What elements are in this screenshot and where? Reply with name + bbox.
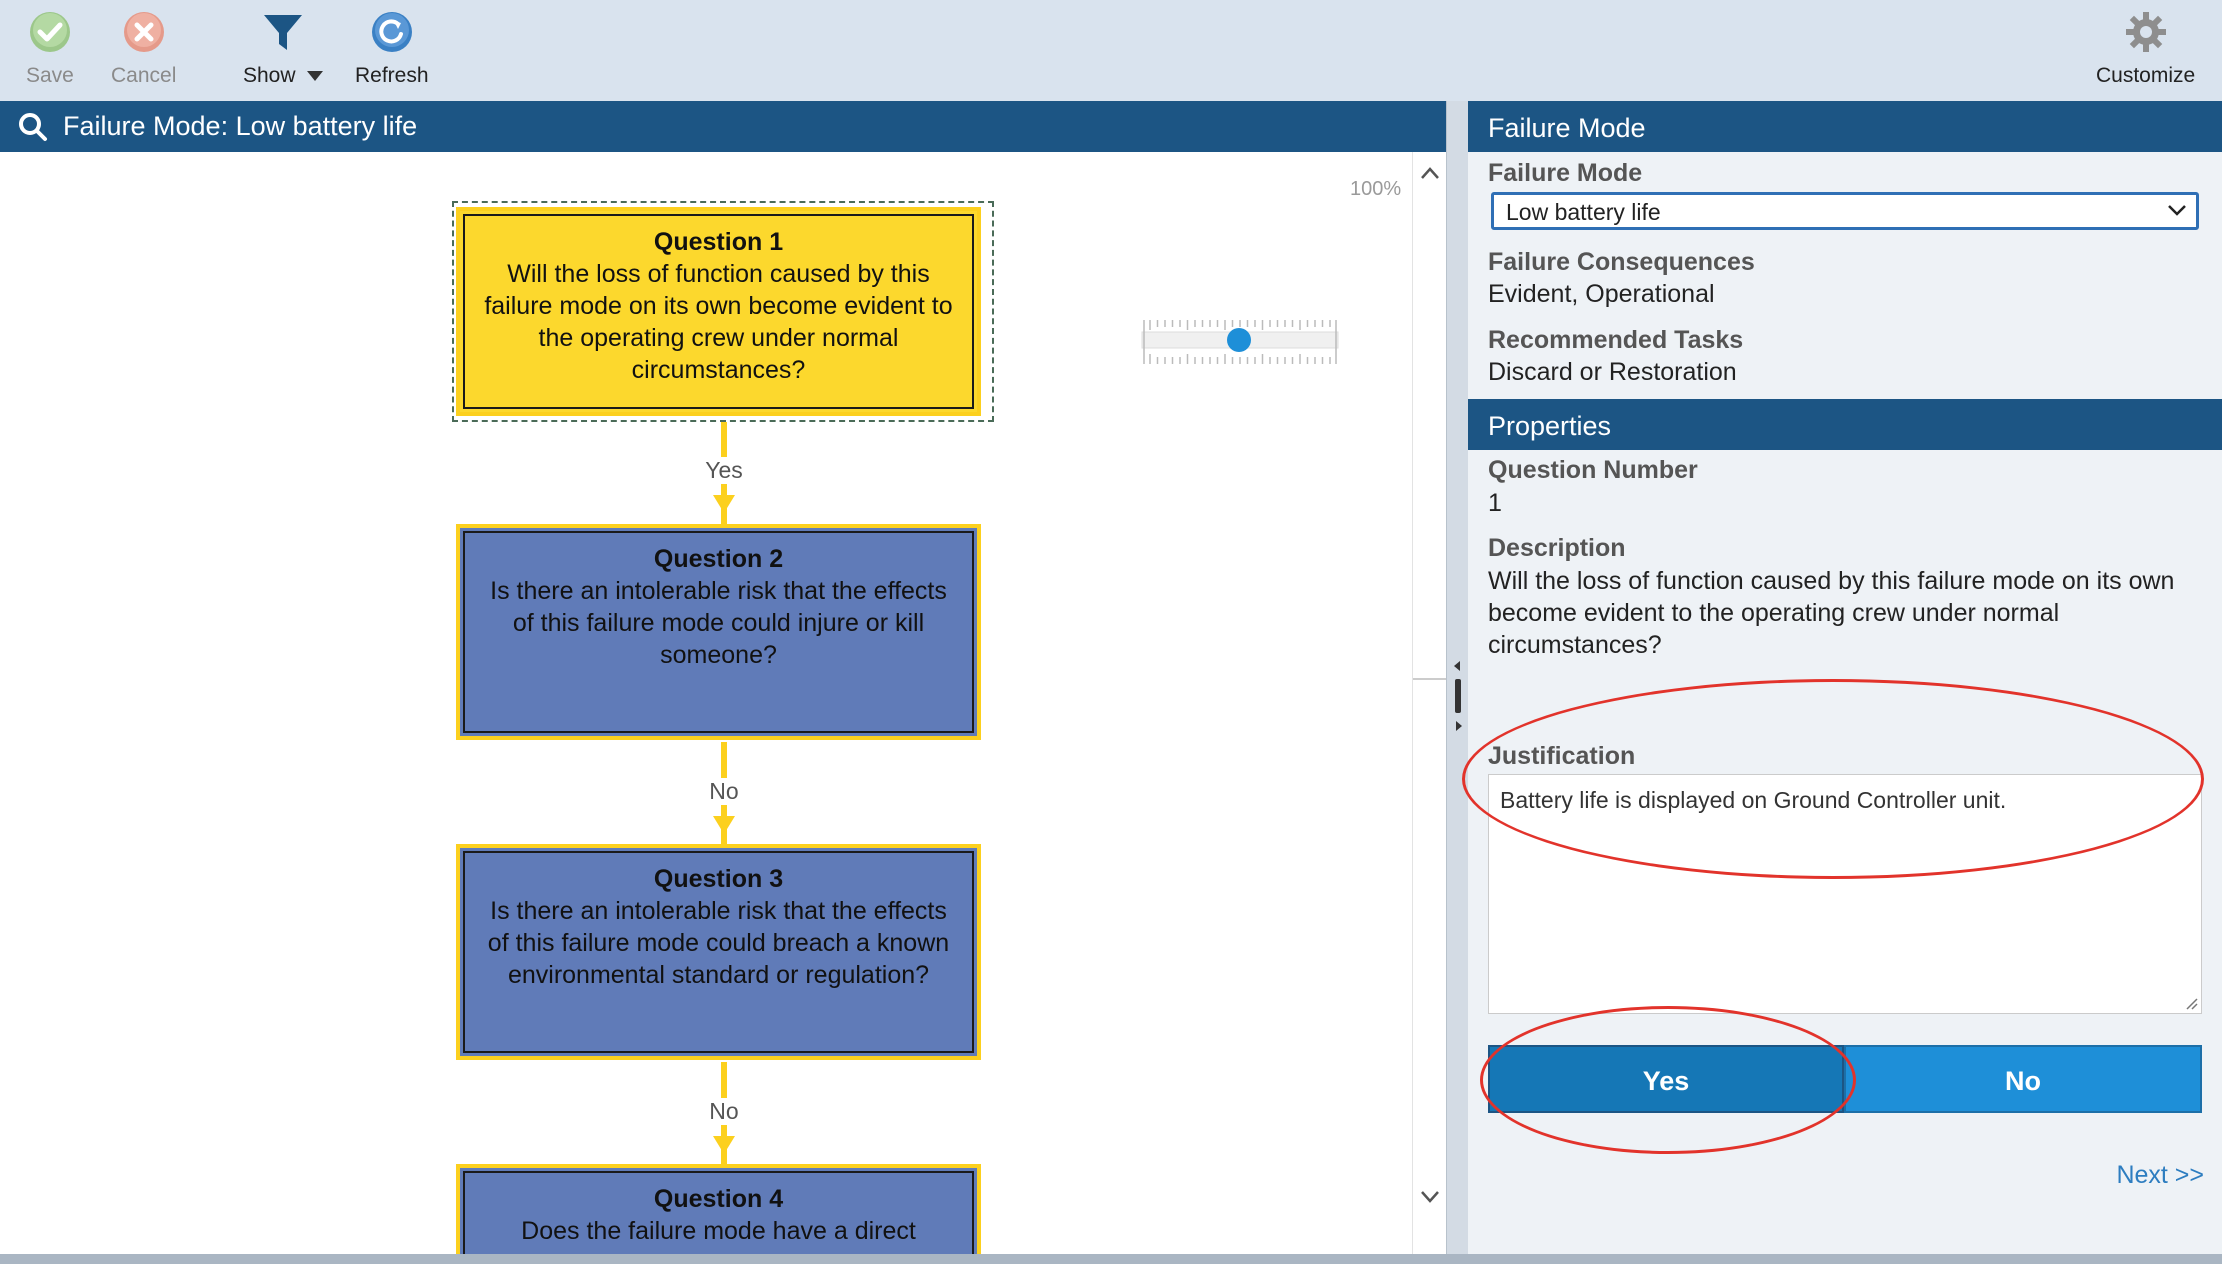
gear-icon [2124,10,2168,54]
splitter-handle-icon[interactable] [1452,661,1464,731]
search-icon[interactable] [18,112,48,142]
question-4-node[interactable] [456,1164,981,1254]
failure-mode-select[interactable] [1491,192,2199,230]
scroll-up-icon[interactable] [1420,166,1440,180]
consequences-label: Failure Consequences [1488,248,1755,276]
question-title: Question 4 [653,1185,784,1213]
pane-splitter[interactable] [1446,101,1470,1254]
customize-label: Customize [2096,64,2196,87]
properties-section-header: Properties [1468,399,2222,450]
question-text: Is there an intolerable risk that the effects of this failure mode could breach a known environmental standard or regulation? [487,897,950,989]
question-title: Question 1 [653,228,784,256]
question-title: Question 3 [653,865,784,893]
cancel-label: Cancel [111,64,177,87]
vertical-scrollbar[interactable] [1412,152,1447,1254]
resize-grip-icon[interactable] [2184,996,2198,1010]
details-panel [1468,101,2222,1254]
caret-down-icon [307,71,323,81]
zoom-level: 100% [1350,178,1402,200]
question-title: Question 2 [653,545,784,573]
question-2-node[interactable] [456,524,981,740]
filter-icon [261,10,305,54]
cancel-icon [122,10,166,54]
show-label: Show [243,64,296,87]
failure-mode-value: Low battery life [1506,199,1661,225]
customize-button[interactable] [2096,10,2195,88]
connector-arrow [713,495,735,513]
show-button[interactable] [243,10,323,88]
recommended-tasks-label: Recommended Tasks [1488,326,1744,354]
refresh-button[interactable] [355,10,429,88]
toolbar [0,0,2222,101]
consequences-value: Evident, Operational [1488,280,1715,308]
failure-mode-title: Failure Mode: Low battery life [63,111,418,141]
no-button[interactable]: No [1844,1045,2202,1113]
description-value: Will the loss of function caused by this failure mode on its own become evident to the operating crew under normal circumstances? [1488,567,2175,659]
zoom-slider[interactable] [1140,318,1340,366]
flow-canvas[interactable] [0,152,1412,1254]
question-text: Will the loss of function caused by this failure mode on its own become evident to the operating crew under normal circumstances? [484,260,953,384]
description-label: Description [1488,534,1626,562]
next-link[interactable]: Next >> [2116,1161,2204,1189]
justification-label: Justification [1488,742,1636,770]
justification-text: Battery life is displayed on Ground Controller unit. [1500,787,2007,813]
status-bar [0,1254,2222,1264]
connector-label-yes: Yes [684,457,764,484]
checkmark-icon [28,10,72,54]
question-text: Does the failure mode have a direct [521,1217,916,1245]
failure-mode-section-header: Failure Mode [1468,101,2222,152]
zoom-thumb[interactable] [1227,328,1251,352]
left-pane-header [0,101,1446,152]
question-number-value: 1 [1488,489,1502,517]
question-1-node[interactable] [456,207,981,416]
yes-button[interactable]: Yes [1488,1045,1844,1113]
connector-label-no: No [684,778,764,805]
scroll-thumb-divider [1413,678,1447,680]
justification-textarea[interactable] [1488,774,2202,1014]
scroll-down-icon[interactable] [1420,1190,1440,1204]
connector-label-no: No [684,1098,764,1125]
question-number-label: Question Number [1488,456,1698,484]
failure-mode-label: Failure Mode [1488,159,1643,187]
recommended-tasks-value: Discard or Restoration [1488,358,1737,386]
connector-arrow [713,1136,735,1154]
refresh-icon [370,10,414,54]
save-button[interactable] [26,10,74,88]
refresh-label: Refresh [355,64,429,87]
save-label: Save [26,64,74,87]
cancel-button[interactable] [111,10,176,88]
connector-arrow [713,816,735,834]
question-3-node[interactable] [456,844,981,1060]
question-text: Is there an intolerable risk that the effects of this failure mode could injure or kill someone? [490,577,947,669]
chevron-down-icon [2166,199,2188,221]
